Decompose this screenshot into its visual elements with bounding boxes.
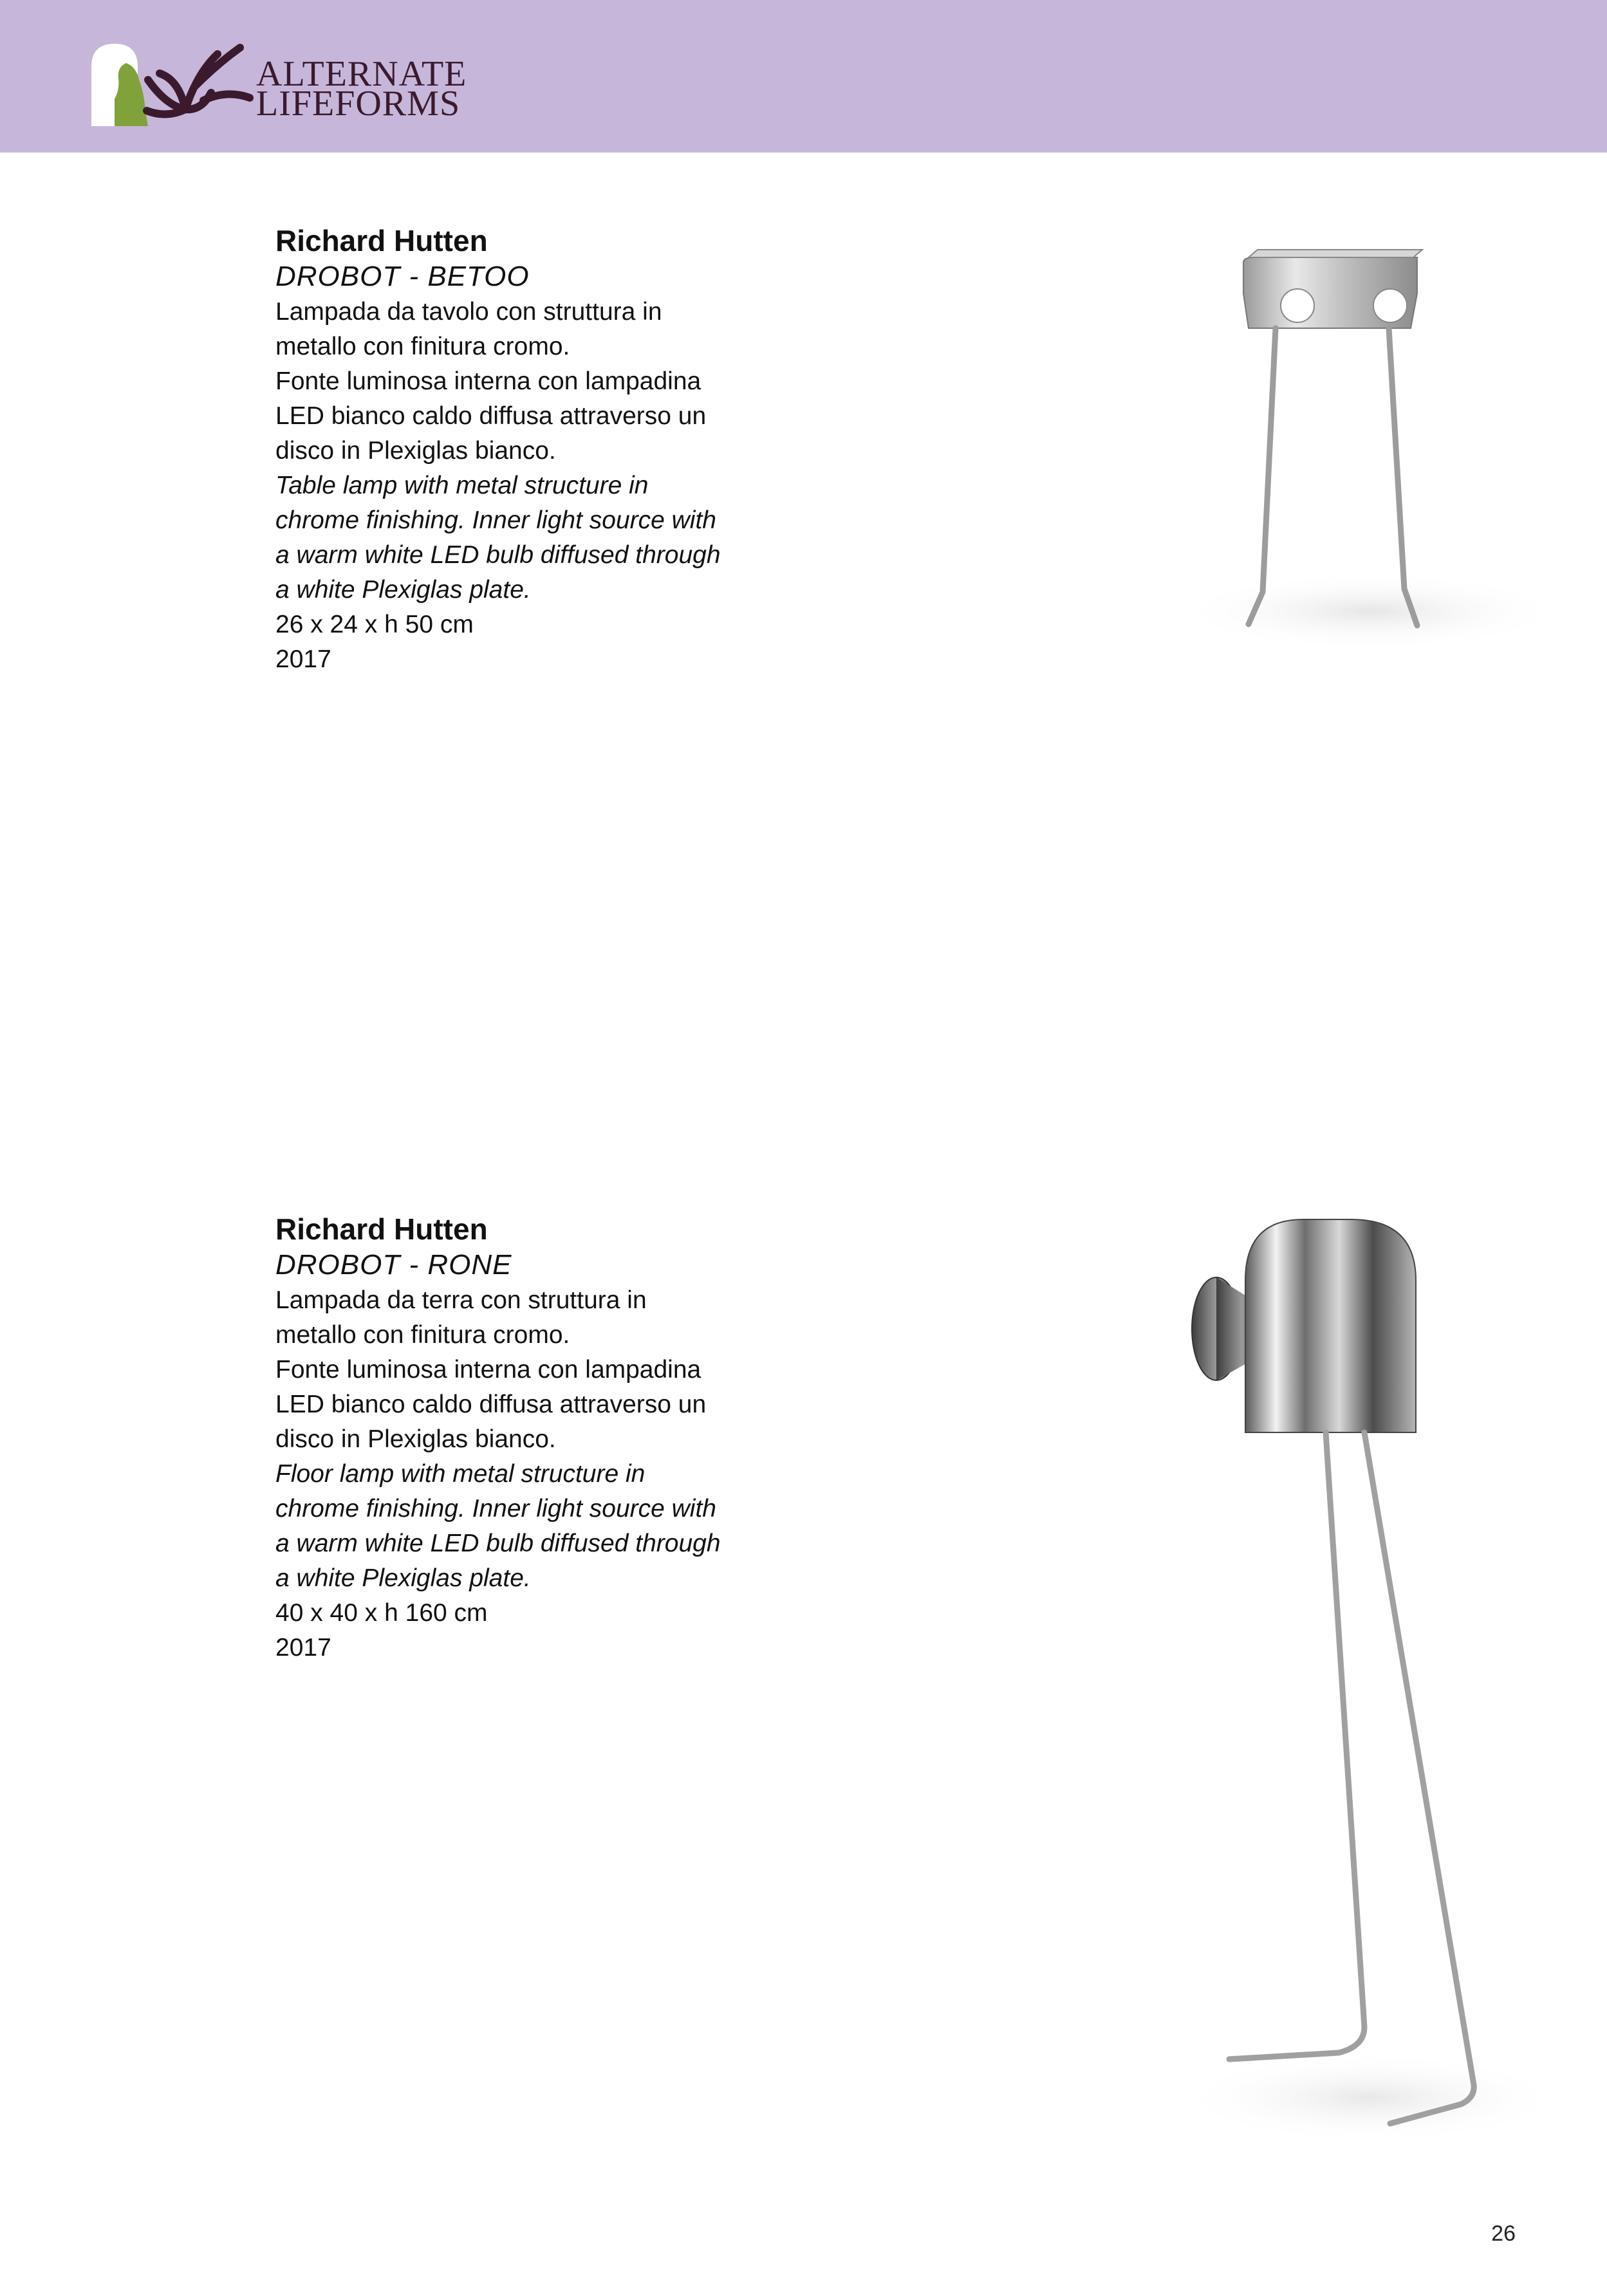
description-en-line: a white Plexiglas plate.: [275, 576, 531, 604]
description-it-line: metallo con finitura cromo.: [275, 333, 570, 360]
description-en-line: Floor lamp with metal structure in: [275, 1460, 646, 1488]
description-it-line: Fonte luminosa interna con lampadina: [275, 367, 701, 395]
description-en-line: a warm white LED bulb diffused through: [275, 1530, 721, 1557]
description-en-line: chrome finishing. Inner light source with: [275, 1495, 716, 1523]
description-it-line: metallo con finitura cromo.: [275, 1321, 570, 1349]
description-en-line: chrome finishing. Inner light source with: [275, 506, 716, 534]
page-number: 26: [1491, 2221, 1516, 2246]
header-band: [0, 0, 1607, 153]
description-it-line: disco in Plexiglas bianco.: [275, 1425, 556, 1453]
product-title: DROBOT - BETOO: [275, 261, 530, 292]
artist-name: Richard Hutten: [275, 224, 488, 257]
catalog-entry: [275, 223, 842, 677]
floor-lamp-image: [1081, 1197, 1570, 2156]
product-title: DROBOT - RONE: [275, 1249, 512, 1281]
description-it-line: disco in Plexiglas bianco.: [275, 437, 556, 465]
logo-wordmark: [256, 54, 467, 124]
year: 2017: [275, 1634, 331, 1662]
table-lamp-image: [1101, 232, 1551, 656]
dimensions: 26 x 24 x h 50 cm: [275, 611, 474, 638]
artist-name: Richard Hutten: [275, 1212, 488, 1246]
description-en-line: Table lamp with metal structure in: [275, 472, 649, 499]
description-en-line: a warm white LED bulb diffused through: [275, 541, 721, 569]
dimensions: 40 x 40 x h 160 cm: [275, 1599, 488, 1627]
description-it-line: Lampada da tavolo con struttura in: [275, 298, 662, 326]
description-it-line: Fonte luminosa interna con lampadina: [275, 1356, 701, 1384]
description-it-line: LED bianco caldo diffusa attraverso un: [275, 402, 707, 430]
year: 2017: [275, 645, 331, 673]
description-it-line: LED bianco caldo diffusa attraverso un: [275, 1391, 707, 1418]
logo-line-1: ALTERNATE: [256, 54, 467, 94]
description-it-line: Lampada da terra con struttura in: [275, 1286, 647, 1314]
description-en-line: a white Plexiglas plate.: [275, 1564, 531, 1592]
catalog-entry: [275, 1211, 842, 1665]
logo-line-2: LIFEFORMS: [256, 84, 461, 124]
